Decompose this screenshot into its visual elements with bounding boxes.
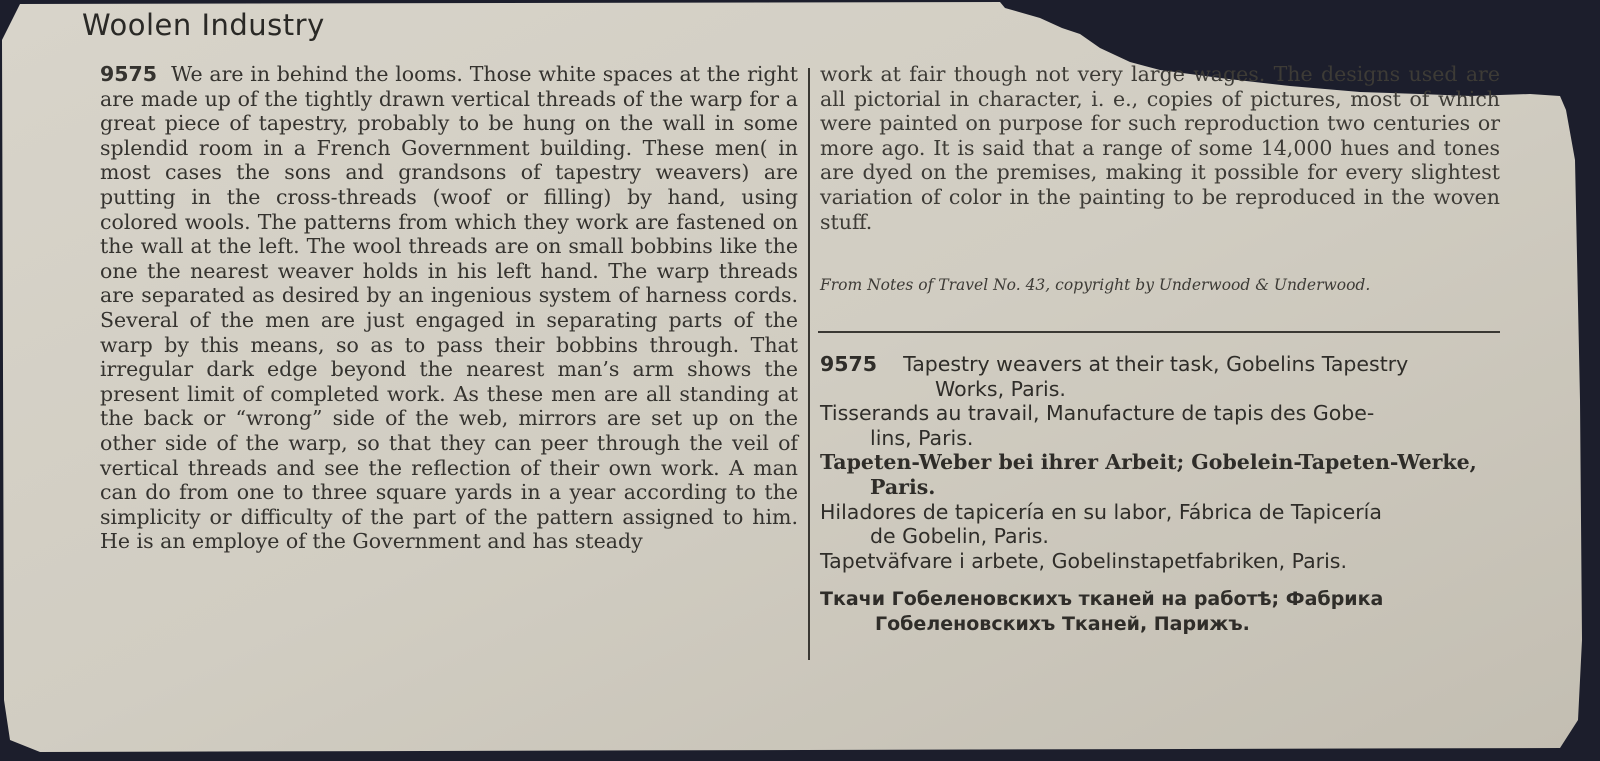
description-left (100, 62, 798, 554)
caption-french-line2: lins, Paris. (870, 425, 974, 450)
column-divider (808, 68, 810, 660)
caption-block (820, 352, 1500, 637)
caption-spanish (820, 500, 1500, 549)
section-divider (818, 331, 1500, 333)
caption-german-line2: Paris. (870, 474, 936, 499)
caption-german-line1: Tapeten-Weber bei ihrer Arbeit; Gobelein-Tapeten-Werke, (820, 450, 1477, 475)
caption-swedish: Tapetväfvare i arbete, Gobelinstapetfabriken, Paris. (820, 548, 1347, 573)
caption-german (820, 450, 1500, 499)
caption-spanish-line2: de Gobelin, Paris. (870, 524, 1049, 549)
description-right: work at fair though not very large wages. The designs used are all pictorial in character, i. e., copies of pictures, most of which were painted on purpose for such reproduction two centuries or more ago. It is said that a range of some 14,000 hues and tones are dyed on the premises, making it possible for every slightest variation of color in the painting to be reproduced in the woven stuff. (820, 62, 1500, 234)
description-text: We are in behind the looms. Those white spaces at the right are made up of the tightly drawn vertical threads of the warp for a great piece of tapestry, probably to be hung on the wall in some splendid room in a French Government building. These men( in most cases the sons and grandsons of tapestry weavers) are putting in the cross-threads (woof or filling) by hand, using colored wools. The patterns from which they work are fastened on the wall at the left. The wool threads are on small bobbins like the one the nearest weaver holds in his left hand. The warp threads are separated as desired by an ingenious system of harness cords. Several of the men are just engaged in separating parts of the warp by this means, so as to pass their bobbins through. That irregular dark edge beyond the nearest man’s arm shows the present limit of completed work. As these men are all standing at the back or “wrong” side of the web, mirrors are set up on the other side of the warp, so that they can peer through the veil of vertical threads and see the reflection of their own work. A man can do from one to three square yards in a year according to the simplicity or difficulty of the part of the pattern assigned to him. He is an employe of the Government and has steady (100, 62, 798, 554)
caption-french (820, 401, 1500, 450)
caption-spanish-line1: Hiladores de tapicería en su labor, Fábrica de Tapicería (820, 499, 1382, 524)
copyright-credit: From Notes of Travel No. 43, copyright by Underwood & Underwood. (820, 276, 1371, 294)
caption-english (820, 352, 1500, 401)
entry-number: 9575 (100, 62, 158, 86)
caption-english-line2: Works, Paris. (935, 376, 1066, 401)
caption-russian-line2: Гобеленовскихъ Тканей, Парижъ. (875, 613, 1250, 636)
caption-russian (820, 587, 1500, 637)
page-title: Woolen Industry (82, 8, 325, 42)
caption-english-line1: Tapestry weavers at their task, Gobelins Tapestry (903, 352, 1409, 376)
caption-french-line1: Tisserands au travail, Manufacture de tapis des Gobe- (820, 401, 1375, 426)
caption-number: 9575 (820, 352, 878, 376)
caption-russian-line1: Ткачи Гобеленовскихъ тканей на работѣ; Фабрика (820, 588, 1384, 611)
